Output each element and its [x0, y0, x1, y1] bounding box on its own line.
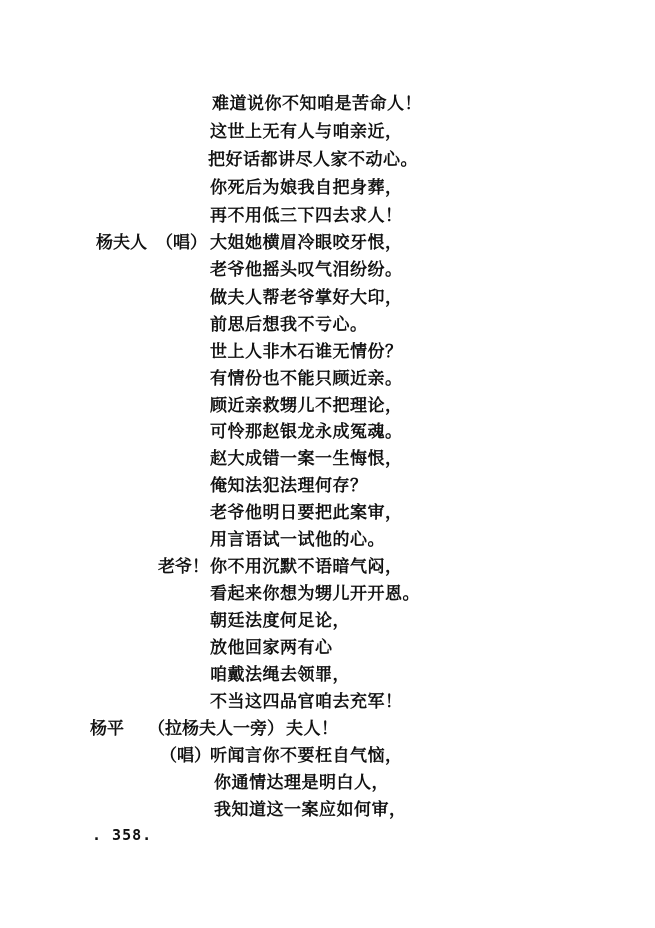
verse-line: 看起来你想为甥儿开开恩。: [210, 584, 420, 604]
verse-line: 俺知法犯法理何存？: [210, 476, 368, 496]
stage-direction: （拉杨夫人一旁）: [148, 719, 284, 739]
verse-line: 把好话都讲尽人家不动心。: [208, 150, 418, 170]
page-number: . 358.: [92, 826, 153, 844]
verse-line: 老爷他摇头叹气泪纷纷。: [210, 260, 403, 280]
stage-cue: （唱）: [156, 233, 207, 253]
verse-line: 再不用低三下四去求人！: [210, 206, 403, 226]
stage-cue: （唱）: [160, 746, 211, 766]
verse-line: 可怜那赵银龙永成冤魂。: [210, 422, 403, 442]
verse-line: 听闻言你不要枉自气恼，: [210, 746, 403, 766]
speaker-name: 杨夫人: [96, 233, 147, 253]
verse-line: 你死后为娘我自把身葬，: [210, 178, 403, 198]
verse-line: 世上人非木石谁无情份？: [210, 342, 403, 362]
verse-line: 有情份也不能只顾近亲。: [210, 369, 403, 389]
verse-line: 放他回家两有心: [210, 638, 333, 658]
verse-line: 顾近亲救甥儿不把理论，: [210, 396, 403, 416]
verse-line: 老爷他明日要把此案审，: [210, 503, 403, 523]
verse-line: 我知道这一案应如何审，: [214, 800, 407, 820]
verse-line: 你通情达理是明白人，: [214, 773, 389, 793]
speaker-name: 杨平: [90, 719, 124, 739]
verse-line: 赵大成错一案一生悔恨，: [210, 449, 403, 469]
verse-line: 做夫人帮老爷掌好大印，: [210, 288, 403, 308]
verse-line: 不当这四品官咱去充军！: [210, 692, 403, 712]
verse-line: 用言语试一试他的心。: [210, 530, 385, 550]
verse-line: 前思后想我不亏心。: [210, 315, 368, 335]
verse-line: 这世上无有人与咱亲近，: [210, 122, 403, 142]
verse-line: 咱戴法绳去领罪，: [210, 665, 350, 685]
address-text: 老爷！: [158, 557, 209, 577]
verse-line: 大姐她横眉冷眼咬牙恨，: [210, 233, 403, 253]
verse-line: 难道说你不知咱是苦命人！: [212, 94, 422, 114]
spoken-line: 夫人！: [286, 719, 339, 739]
verse-line: 朝廷法度何足论，: [210, 611, 350, 631]
verse-line: 你不用沉默不语暗气闷，: [210, 557, 403, 577]
